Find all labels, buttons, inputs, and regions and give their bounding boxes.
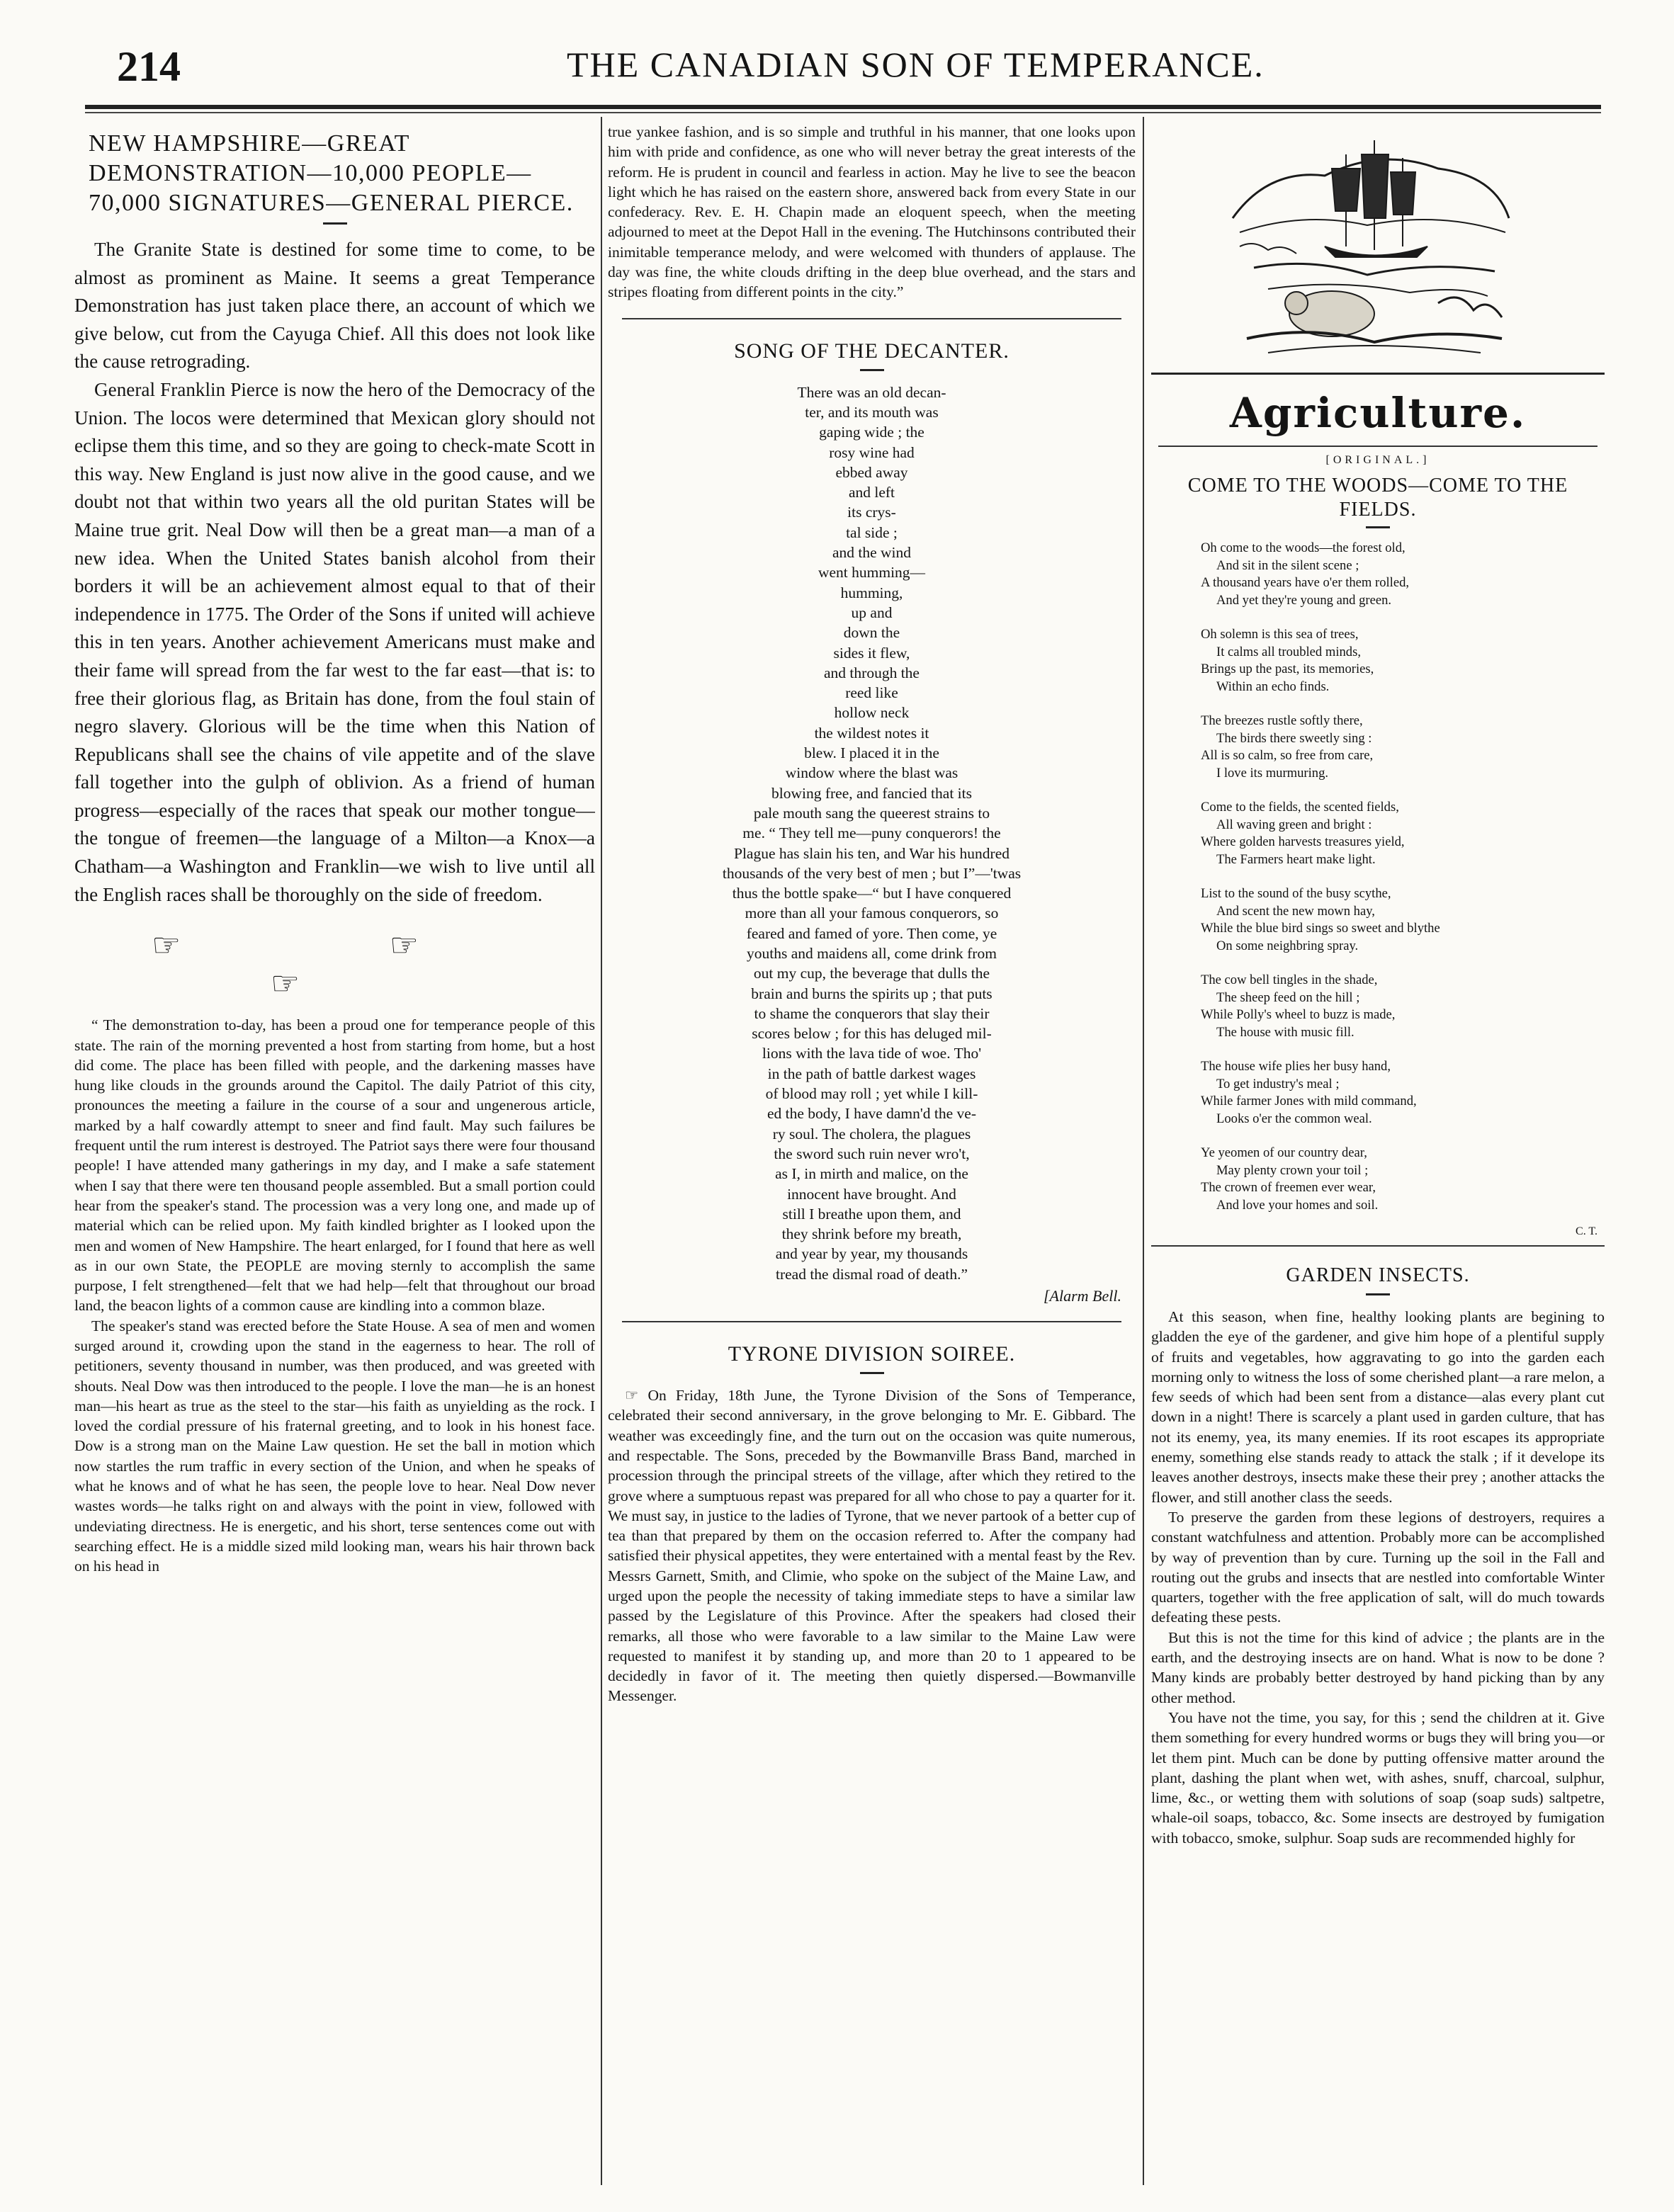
page-number: 214 xyxy=(117,43,181,90)
verse-line: And sit in the silent scene ; xyxy=(1216,557,1359,573)
verse-line: While the blue bird sings so sweet and blythe xyxy=(1201,921,1440,936)
song-line: ebbed away xyxy=(835,463,908,481)
song-line: window where the blast was xyxy=(785,764,958,782)
header-rule xyxy=(85,105,1601,109)
stanza xyxy=(1201,1145,1605,1214)
song-line: up and xyxy=(851,603,893,621)
short-rule xyxy=(323,222,347,225)
song-line: the sword such ruin never wro't, xyxy=(774,1145,970,1162)
paragraph: The Granite State is destined for some time to come, to be almost as prominent as Maine. It seems a great Temperance Demonstration has just taken place there, an account of which we give below, cut from the Cayuga Chief. All this does not look like the cause retrograding. xyxy=(74,239,595,373)
song-line: in the path of battle darkest wages xyxy=(767,1065,976,1082)
stanza xyxy=(1201,972,1605,1041)
song-line: ry soul. The cholera, the plagues xyxy=(772,1125,971,1142)
poem-title: COME TO THE WOODS—COME TO THE FIELDS. xyxy=(1187,475,1568,521)
verse-line: The house with music fill. xyxy=(1216,1024,1355,1040)
song-title: SONG OF THE DECANTER. xyxy=(734,339,1010,363)
running-title: THE CANADIAN SON OF TEMPERANCE. xyxy=(567,45,1265,84)
song-line: blew. I placed it in the xyxy=(804,744,939,762)
verse-line: Looks o'er the common weal. xyxy=(1216,1111,1372,1126)
column-3 xyxy=(1151,122,1605,2183)
song-line: reed like xyxy=(845,684,898,702)
verse-line: I love its murmuring. xyxy=(1216,765,1329,781)
verse-line: It calms all troubled minds, xyxy=(1216,644,1361,659)
source-attribution: [Alarm Bell. xyxy=(1044,1287,1121,1305)
song-line: innocent have brought. And xyxy=(787,1185,956,1203)
article-body xyxy=(74,236,595,909)
song-line: down the xyxy=(843,624,900,642)
song-line: There was an old decan- xyxy=(797,383,946,401)
paragraph: To preserve the garden from these legions of destroyers, requires a constant watchfulness and attention. Probably more can be accomplished by way of prevention than by cure. Turning up the soil in the Fall and routing out the grubs and insects that are nestled into comfortable Winter quarters, together with the free application of salt, will do much towards defeating these pests. xyxy=(1151,1508,1605,1626)
verse-line: And yet they're young and green. xyxy=(1216,592,1392,608)
section-rule xyxy=(622,1321,1121,1322)
song-line: sides it flew, xyxy=(833,644,910,662)
song-line: ed the body, I have damn'd the ve- xyxy=(767,1105,977,1123)
garden-insects-article xyxy=(1151,1307,1605,1848)
verse-line: And scent the new mown hay, xyxy=(1216,903,1375,919)
column-divider xyxy=(601,117,602,2185)
original-label: [ORIGINAL.] xyxy=(1325,454,1430,466)
verse-line: Oh solemn is this sea of trees, xyxy=(1201,627,1359,642)
verse-line: The cow bell tingles in the shade, xyxy=(1201,972,1378,987)
song-of-the-decanter xyxy=(608,382,1136,1284)
paragraph: General Franklin Pierce is now the hero of the Democracy of the Union. The locos were determined that Mexican glory should not eclipse them this time, and so they are going to check-mate Scott in this way. New England is just now alive in the good cause, and we doubt not that within two years all the old puritan States will be Maine true grit. Neal Dow will then be a great man—a man of a new idea. When the United States banish alcohol from their borders it will be an achievement almost equal to that of their independence in 1775. The Order of the Sons if united will achieve this in ten years. Another achievement Americans must make and their fame will spread from the far west to the far east—that is: to free their glorious flag, as Britain has done, from the foul stain of negro slavery. Glorious will be the time when this Nation of Republicans shall see the chains of vile appetite and of the slave fall together into the gulph of oblivion. As a friend of human progress—especially of the races that speak our mother tongue—the tongue of freemen—the language of a Milton—a Knox—a Chatham—a Washington and Franklin—we wish to live until all the English races shall be thoroughly on the side of freedom. xyxy=(74,378,595,905)
song-line: out my cup, the beverage that dulls the xyxy=(753,965,990,982)
song-line: humming, xyxy=(840,584,903,601)
verse-line: The birds there sweetly sing : xyxy=(1216,730,1372,746)
song-line: to shame the conquerors that slay their xyxy=(754,1004,990,1022)
song-line: more than all your famous conquerors, so xyxy=(745,904,999,922)
song-line: hollow neck xyxy=(834,704,910,722)
garden-insects-title: GARDEN INSECTS. xyxy=(1286,1264,1470,1286)
song-line: and the wind xyxy=(832,544,912,562)
verse-line: A thousand years have o'er them rolled, xyxy=(1201,575,1410,590)
soiree-title: TYRONE DIVISION SOIREE. xyxy=(728,1342,1016,1366)
verse-line: While farmer Jones with mild command, xyxy=(1201,1094,1417,1108)
author-initials: C. T. xyxy=(1576,1225,1597,1237)
article-heading: NEW HAMPSHIRE—GREAT DEMONSTRATION—10,000 PEOPLE—70,000 SIGNATURES—GENERAL PIERCE. xyxy=(89,130,574,216)
verse-line: The sheep feed on the hill ; xyxy=(1216,989,1360,1005)
song-line: and left xyxy=(848,484,895,501)
song-line: Plague has slain his ten, and War his hundred xyxy=(734,844,1010,862)
verse-line: May plenty crown your toil ; xyxy=(1216,1162,1369,1178)
short-rule xyxy=(1366,1293,1390,1295)
short-rule xyxy=(860,369,884,371)
song-line: scores below ; for this has deluged mil- xyxy=(752,1025,992,1043)
song-line: blowing free, and fancied that its xyxy=(771,784,972,802)
stanza xyxy=(1201,626,1605,696)
song-line: went humming— xyxy=(818,564,926,582)
column-divider xyxy=(1143,117,1144,2185)
stanza xyxy=(1201,1058,1605,1128)
song-line: ter, and its mouth was xyxy=(805,403,939,421)
stanza xyxy=(1201,799,1605,868)
song-line: rosy wine had xyxy=(829,443,915,461)
verse-line: Ye yeomen of our country dear, xyxy=(1201,1145,1367,1160)
stanza xyxy=(1201,540,1605,609)
paragraph: But this is not the time for this kind of advice ; the plants are in the earth, and the destroying insects are on hand. What is now to be done ? Many kinds are probably better destroyed by hand picking than by any other method. xyxy=(1151,1628,1605,1706)
song-line: its crys- xyxy=(847,504,896,521)
paragraph: “ The demonstration to-day, has been a proud one for temperance people of this state. The rain of the morning prevented a host from starting from home, but a host did come. The place has been filled with people, and the darkening masses have hung like clouds in the grounds around the Capitol. The daily Patriot of this city, pronounces the meeting a failure in the course of a sour and ungenerous article, marked by a half cowardly attempt to sneer and find fault. May such failures be frequent until the rum interest is destroyed. The Patriot says there were four thousand people! I have attended many gatherings in my day, and I make a safe statement when I say that there were ten thousand people assembled. But a small portion could hear from the speaker's stand. The procession was a very long one, and made up of material which can be relied upon. My faith kindled brighter as I looked upon the men and women of New Hampshire. The heart enlarged, for I found that here as well as in our own State, the PEOPLE are moving sternly to accomplish the same purpose, I felt strengthened—felt that we had help—felt that throughout our broad land, the beacon lights of a common cause are kindling into a common blaze. xyxy=(74,1016,595,1315)
section-rule xyxy=(1151,1245,1605,1247)
stanza xyxy=(1201,713,1605,782)
verse-line: Within an echo finds. xyxy=(1216,679,1330,694)
verse-line: Where golden harvests treasures yield, xyxy=(1201,834,1405,849)
song-line: me. “ They tell me—puny conquerors! the xyxy=(742,824,1001,842)
paragraph: ☞ On Friday, 18th June, the Tyrone Division of the Sons of Temperance, celebrated their second anniversary, in the grove belonging to Mr. E. Gibbard. The weather was exceedingly fine, and the turn out on the occasion was quite numerous, and respectable. The Sons, preceded by the Bowmanville Brass Band, marched in procession through the principal streets of the village, after which they retired to the grove where a sumptuous repast was prepared for all who chose to pay a quarter for it. We must say, in justice to the ladies of Tyrone, that we never partook of a better cup of tea than that prepared by them on the occasion referred to. After the company had satisfied their physical appetites, they were entertained with a mental feast by the Rev. Messrs Garnett, Smith, and Climie, who spoke on the subject of the Maine Law, and urged upon the people the necessity of taking immediate steps to have a similar law passed by the Legislature of this Province. After the speakers had closed their remarks, all those who were favorable to a law similar to the Maine Law were requested to manifest it by standing up, and more than 20 to 1 appeared to be decidedly in favor of it. The meeting then quietly dispersed.—Bowmanville Messenger. xyxy=(608,1387,1136,1705)
header-rule-thin xyxy=(85,112,1601,113)
verse-line: While Polly's wheel to buzz is made, xyxy=(1201,1007,1396,1022)
song-line: lions with the lava tide of woe. Tho' xyxy=(762,1045,982,1062)
verse-line: The breezes rustle softly there, xyxy=(1201,713,1363,728)
column-2 xyxy=(608,122,1136,2183)
song-line: pale mouth sang the queerest strains to xyxy=(753,804,990,822)
quoted-report xyxy=(74,1015,595,1576)
verse-line: Oh come to the woods—the forest old, xyxy=(1201,540,1406,555)
verse-line: The crown of freemen ever wear, xyxy=(1201,1180,1376,1195)
paragraph: You have not the time, you say, for this ; send the children at it. Give them something for every hundred worms or bugs they will bring you—or let them pint. Much can be done by putting offensive matter around the plant, dashing the plant when wet, with ashes, snuff, charcoal, sulphur, lime, &c., or wetting them with solutions of soap (soap suds) saltpetre, whale-oil soaps, tobacco, &c. Some insects are destroyed by fumigation with tobacco, smoke, sulphur. Soap suds are recommended highly for xyxy=(1151,1708,1605,1847)
paragraph: At this season, when fine, healthy looking plants are begining to gladden the eye of the gardener, and give him hope of a plentiful supply of fruits and vegetables, how aggravating to go into the garden each morning only to witness the loss of some cherished plant—a rare melon, a few seeds of which had been sent from a distance—alas every plant cut down in a night! There is scarcely a plant used in garden culture, that has not its enemy, yea, its many enemies. If its root escapes its appropriate enemy, something else stands ready to attack the stalk ; if it develope its leaves another destroys, insects make these their prey ; another attacks the flower, and still another class the seeds. xyxy=(1151,1308,1605,1506)
song-line: and through the xyxy=(824,664,920,681)
verse-line: All is so calm, so free from care, xyxy=(1201,748,1374,763)
short-rule xyxy=(1366,526,1390,528)
verse-line: All waving green and bright : xyxy=(1216,817,1372,832)
stanza xyxy=(1201,885,1605,955)
verse-line: Brings up the past, its memories, xyxy=(1201,662,1374,676)
song-line: thousands of the very best of men ; but I”—'twas xyxy=(722,864,1022,882)
song-line: as I, in mirth and malice, on the xyxy=(775,1165,968,1183)
verse-line: The house wife plies her busy hand, xyxy=(1201,1059,1391,1074)
section-rule xyxy=(1151,373,1605,375)
song-line: youths and maidens all, come drink from xyxy=(747,944,997,962)
song-line: gaping wide ; the xyxy=(819,424,924,441)
song-line: brain and burns the spirits up ; that puts xyxy=(751,985,992,1002)
song-line: feared and famed of yore. Then come, ye xyxy=(746,924,997,942)
pointing-hand-marks: ☞ ☞ ☞ xyxy=(151,926,519,1003)
song-line: tal side ; xyxy=(846,523,898,541)
column-1 xyxy=(74,122,595,2183)
verse-line: And love your homes and soil. xyxy=(1216,1197,1379,1213)
verse-line: On some neighbring spray. xyxy=(1216,938,1359,953)
song-line: and year by year, my thousands xyxy=(775,1245,968,1263)
verse-line: List to the sound of the busy scythe, xyxy=(1201,886,1391,901)
verse-line: Come to the fields, the scented fields, xyxy=(1201,800,1399,815)
paragraph: The speaker's stand was erected before the State House. A sea of men and women surged around it, crowding upon the stand in the eagerness to hear. The roll of petitioners, seventy thousand in number, was then produced, and was greeted with shouts. Neal Dow was then introduced to the people. I love the man—he is an honest man—his heart as true as the steel to the star—his faith as unyielding as the rock. I loved the cordial pressure of his fraternal greeting, and to look in his honest face. Dow is a strong man on the Maine Law question. He set the ball in motion which now startles the rum traffic in every section of the Union, and when he speaks of what he knows and of what he has seen, the people love to hear. Neal Dow never wastes words—he talks right on and always with the point in view, followed with undeviating directness. He is energetic, and his short, terse sentences come out with searching effect. He is a middle sized mild looking man, wears his hair thrown back on his head in xyxy=(74,1317,595,1575)
section-heading: Agriculture. xyxy=(1229,389,1527,437)
soiree-article xyxy=(608,1385,1136,1706)
song-line: still I breathe upon them, and xyxy=(782,1205,961,1223)
verse-line: The Farmers heart make light. xyxy=(1216,851,1376,867)
ship-and-sheep-woodcut xyxy=(1226,126,1516,360)
song-line: thus the bottle spake—“ but I have conquered xyxy=(732,885,1012,902)
section-rule xyxy=(1158,446,1597,447)
song-line: the wildest notes it xyxy=(814,724,929,742)
song-line: tread the dismal road of death.” xyxy=(775,1265,968,1283)
article-continuation xyxy=(608,122,1136,302)
section-rule xyxy=(622,318,1121,319)
song-line: they shrink before my breath, xyxy=(781,1225,962,1243)
poem-stanzas xyxy=(1151,540,1605,1214)
verse-line: To get industry's meal ; xyxy=(1216,1076,1340,1091)
short-rule xyxy=(860,1372,884,1374)
song-line: of blood may roll ; yet while I kill- xyxy=(765,1085,978,1103)
paragraph: true yankee fashion, and is so simple and truthful in his manner, that one looks upon him with pride and confidence, as one who will never betray the great interests of the reform. He is prudent in council and fearless in action. May he live to see the beacon light which he has raised on the eastern shore, answered back from every State in our confederacy. Rev. E. H. Chapin made an eloquent speech, when the meeting adjourned to meet at the Depot Hall in the evening. The Hutchinsons contributed their inimitable temperance melody, and were welcomed with thunders of applause. The day was fine, the white clouds drifting in the deep blue overhead, and the stars and stripes floating from different points in the city.” xyxy=(608,123,1136,301)
